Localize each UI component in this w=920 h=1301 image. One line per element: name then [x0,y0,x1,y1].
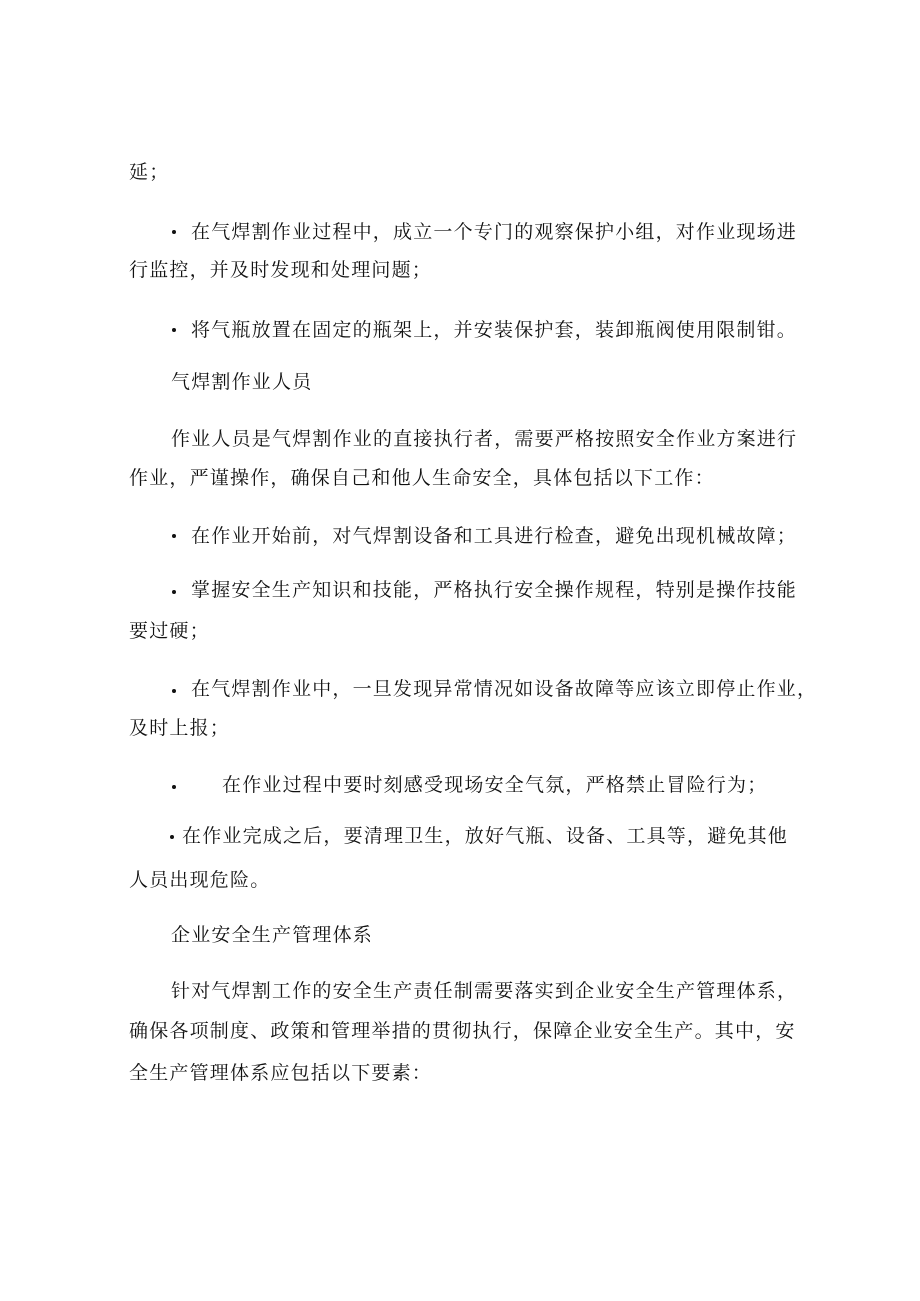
section-heading: 气焊割作业人员 [171,371,313,393]
list-item-continuation: 要过硬； [129,620,210,642]
list-item: 在作业开始前，对气焊割设备和工具进行检查，避免出现机械故障； [191,525,798,547]
bullet-dot [170,835,174,839]
bullet-dot [172,328,176,332]
bullet-dot [172,689,176,693]
list-item-continuation: 人员出现危险。 [129,869,271,891]
bullet-dot [172,230,176,234]
list-item: 掌握安全生产知识和技能，严格执行安全操作规程，特别是操作技能 [191,579,798,601]
paragraph: 全生产管理体系应包括以下要素： [129,1062,433,1084]
bullet-dot [172,534,176,538]
paragraph: 确保各项制度、政策和管理举措的贯彻执行，保障企业安全生产。其中，安 [129,1020,796,1042]
list-item: 在气焊割作业中，一旦发现异常情况如设备故障等应该立即停止作业， [191,678,818,700]
section-heading: 企业安全生产管理体系 [171,924,374,946]
bullet-dot [172,590,176,594]
paragraph: 针对气焊割工作的安全生产责任制需要落实到企业安全生产管理体系， [171,980,798,1002]
list-item: 在作业过程中要时刻感受现场安全气氛，严格禁止冒险行为； [222,774,768,796]
list-item: 在气焊割作业过程中，成立一个专门的观察保护小组，对作业现场进 [191,221,798,243]
list-item-continuation: 及时上报； [129,717,231,739]
list-item: 将气瓶放置在固定的瓶架上，并安装保护套，装卸瓶阀使用限制钳。 [191,319,798,341]
paragraph: 作业人员是气焊割作业的直接执行者，需要严格按照安全作业方案进行 [171,428,798,450]
continuation-text: 延； [129,161,170,183]
paragraph: 作业，严谨操作，确保自己和他人生命安全，具体包括以下工作： [129,467,715,489]
list-item-continuation: 行监控，并及时发现和处理问题； [129,259,433,281]
list-item: 在作业完成之后，要清理卫生，放好气瓶、设备、工具等，避免其他 [182,825,789,847]
bullet-dot [172,785,176,789]
